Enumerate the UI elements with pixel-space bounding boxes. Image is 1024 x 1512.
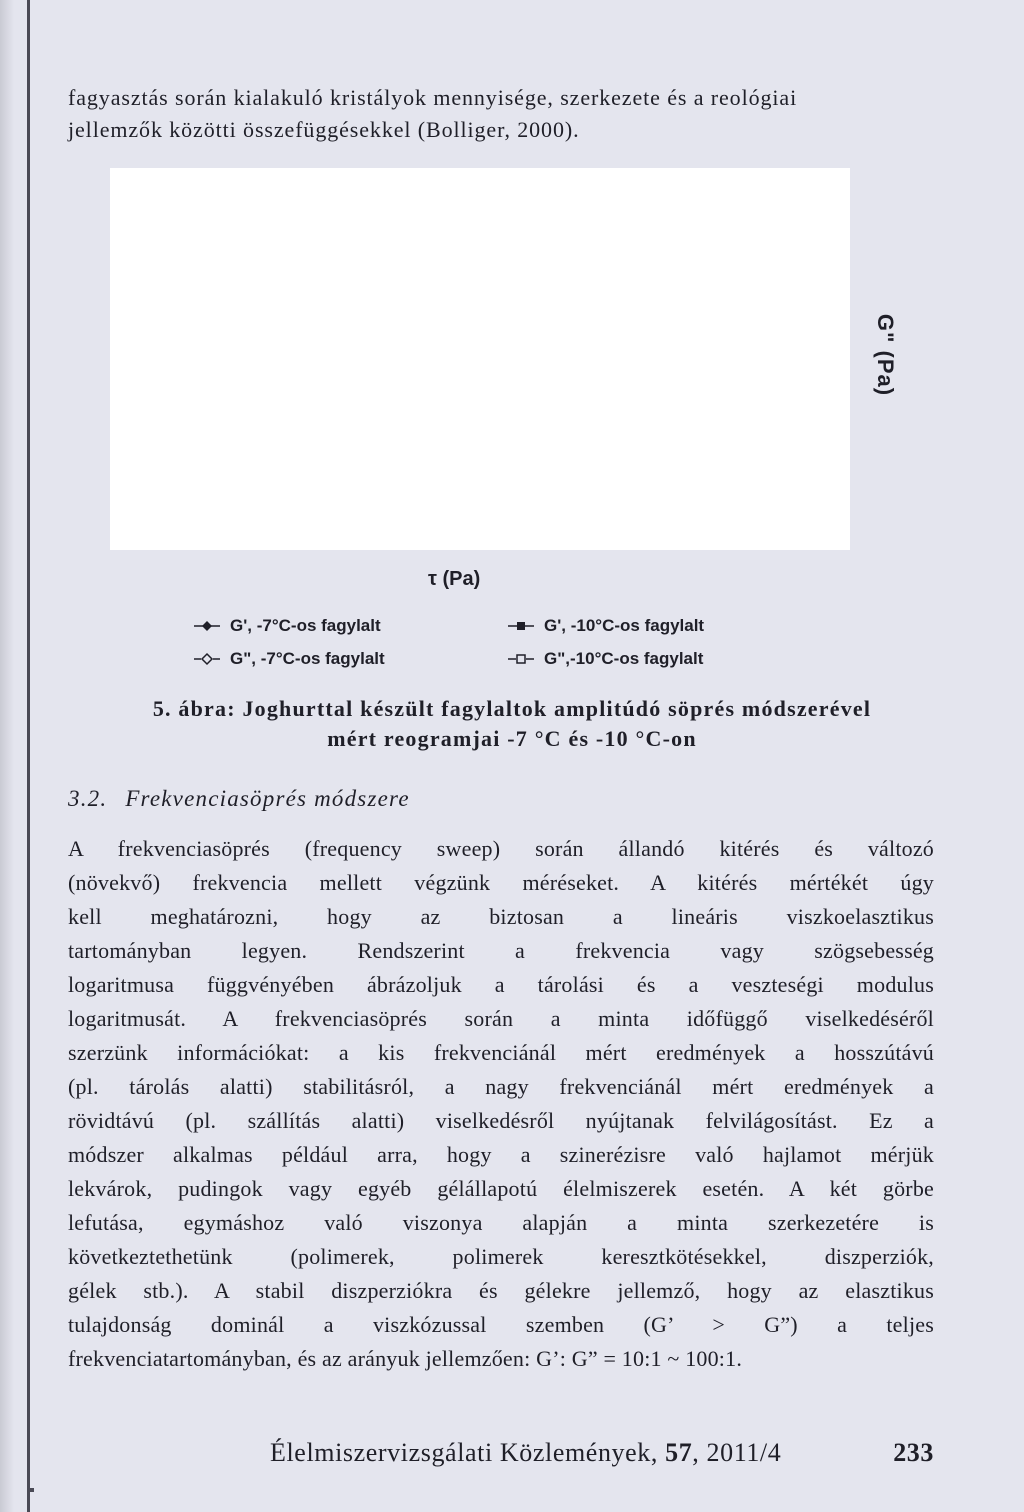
body-line: szerzünk információkat: a kis frekvenciánál mért eredmények a hosszútávú — [68, 1040, 934, 1065]
body-line: A frekvenciasöprés (frequency sweep) során állandó kitérés és változó — [68, 836, 934, 861]
book-spine-line — [27, 0, 30, 1512]
page-number: 233 — [893, 1438, 934, 1467]
journal-issue: , 2011/4 — [692, 1438, 782, 1467]
body-line: kell meghatározni, hogy az biztosan a lineáris viszkoelasztikus — [68, 904, 934, 929]
filled-square-icon — [508, 619, 534, 633]
body-line: tulajdonság dominál a viszkózussal szemben (G’ > G”) a teljes — [68, 1312, 934, 1337]
legend-item-gdouble-10 — [508, 647, 703, 671]
figure-chart-area — [110, 168, 850, 550]
open-square-icon — [508, 652, 534, 666]
body-line: (növekvő) frekvencia mellett végzünk méréseket. A kitérés mértékét úgy — [68, 870, 934, 895]
filled-diamond-icon — [194, 619, 220, 633]
body-line: tartományban legyen. Rendszerint a frekvencia vagy szögsebesség — [68, 938, 934, 963]
section-title-text: Frekvenciasöprés módszere — [125, 786, 410, 811]
open-diamond-icon — [194, 652, 220, 666]
journal-volume: 57 — [665, 1438, 693, 1467]
body-line: következtethetünk (polimerek, polimerek keresztkötésekkel, diszperziók, — [68, 1244, 934, 1269]
body-line: logaritmusát. A frekvenciasöprés során a minta időfüggő viselkedéséről — [68, 1006, 934, 1031]
legend-item-gprime-10 — [508, 614, 704, 638]
section-heading — [68, 786, 410, 812]
body-line: rövidtávú (pl. szállítás alatti) viselkedésről nyújtanak felvilágosítást. Ez a — [68, 1108, 934, 1133]
legend-label: G', -7°C-os fagylalt — [230, 616, 381, 635]
caption-line: mért reogramjai -7 °C és -10 °C-on — [327, 726, 697, 751]
body-line: módszer alkalmas például arra, hogy a szinerézisre való hajlamot mérjük — [68, 1142, 934, 1167]
body-line: gélek stb.). A stabil diszperziókra és gélekre jellemző, hogy az elasztikus — [68, 1278, 934, 1303]
intro-line: jellemzők közötti összefüggésekkel (Bolliger, 2000). — [68, 117, 580, 142]
x-axis-label: τ (Pa) — [428, 568, 481, 590]
figure-caption — [100, 694, 924, 754]
body-line: lekvárok, pudingok vagy egyéb gélállapotú élelmiszerek esetén. A két görbe — [68, 1176, 934, 1201]
legend-label: G",-10°C-os fagylalt — [544, 649, 704, 668]
intro-line: fagyasztás során kialakuló kristályok mennyisége, szerkezete és a reológiai — [68, 85, 798, 110]
legend-item-gprime-7 — [194, 614, 381, 638]
caption-line: 5. ábra: Joghurttal készült fagylaltok amplitúdó söprés módszerével — [152, 696, 872, 721]
body-paragraph — [68, 832, 934, 1376]
body-line: lefutása, egymáshoz való viszonya alapján a minta szerkezetére is — [68, 1210, 934, 1235]
journal-name: Élelmiszervizsgálati Közlemények, — [270, 1438, 666, 1467]
legend-label: G', -10°C-os fagylalt — [544, 616, 705, 635]
legend-item-gdouble-7 — [194, 647, 385, 671]
y-axis-right-text: G" (Pa) — [873, 313, 898, 397]
y-axis-right-label — [862, 290, 908, 420]
scan-mark — [30, 1488, 34, 1492]
page-footer — [270, 1438, 934, 1468]
body-line: (pl. tárolás alatti) stabilitásról, a nagy frekvenciánál mért eredmények a — [68, 1074, 934, 1099]
body-line: logaritmusa függvényében ábrázoljuk a tárolási és a veszteségi modulus — [68, 972, 934, 997]
body-line: frekvenciatartományban, és az arányuk jellemzően: G’: G” = 10:1 ~ 100:1. — [68, 1346, 743, 1371]
section-number: 3.2. — [68, 786, 108, 811]
legend-label: G", -7°C-os fagylalt — [230, 649, 385, 668]
book-spine-shadow — [0, 0, 14, 1512]
intro-paragraph — [68, 82, 934, 146]
